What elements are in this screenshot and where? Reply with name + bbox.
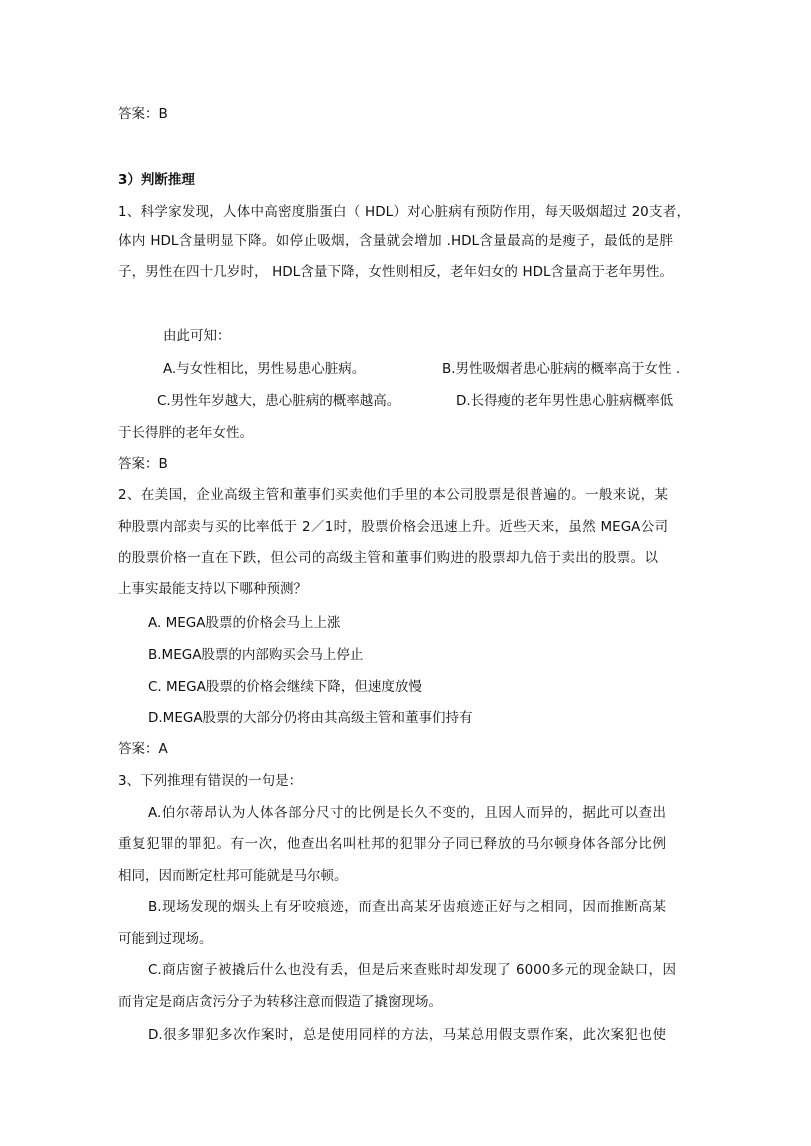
q1-option-d: D.长得瘦的老年男性患心脏病概率低 bbox=[456, 393, 674, 409]
q3-line: 可能到过现场。 bbox=[118, 931, 213, 947]
q2-option-d: D.MEGA股票的大部分仍将由其高级主管和董事们持有 bbox=[148, 710, 473, 726]
q3-line: B.现场发现的烟头上有牙咬痕迹，而查出高某牙齿痕迹正好与之相同，因而推断高某 bbox=[148, 899, 666, 915]
q2-option-a: A. MEGA股票的价格会马上上涨 bbox=[148, 615, 341, 631]
q3-line: 相同，因而断定杜邦可能就是马尔顿。 bbox=[118, 868, 348, 884]
q1-option-c: C.男性年岁越大，患心脏病的概率越高。 bbox=[157, 393, 401, 409]
q3-line: D.很多罪犯多次作案时，总是使用同样的方法，马某总用假支票作案，此次案犯也使 bbox=[148, 1027, 666, 1043]
q1-option-a: A.与女性相比，男性易患心脏病。 bbox=[163, 361, 366, 377]
q1-answer: 答案：B bbox=[118, 456, 168, 472]
q2-line: 2、在美国，企业高级主管和董事们买卖他们手里的本公司股票是很普遍的。一般来说，某 bbox=[118, 487, 668, 503]
q2-answer: 答案：A bbox=[118, 741, 168, 757]
q3-line: 重复犯罪的罪犯。有一次，他查出名叫杜邦的犯罪分子同已释放的马尔顿身体各部分比例 bbox=[118, 836, 666, 852]
q2-option-c: C. MEGA股票的价格会继续下降，但速度放慢 bbox=[148, 679, 422, 695]
q2-line: 种股票内部卖与买的比率低于 2／1时，股票价格会迅速上升。近些天来，虽然 MEGA公司 bbox=[118, 519, 668, 535]
q1-option-b: B.男性吸烟者患心脏病的概率高于女性 . bbox=[442, 361, 681, 377]
q1-prompt: 由此可知： bbox=[163, 328, 231, 344]
q3-line: 而肯定是商店贪污分子为转移注意而假造了撬窗现场。 bbox=[118, 994, 442, 1010]
q3-line: C.商店窗子被撬后什么也没有丢，但是后来查账时却发现了 6000多元的现金缺口，因 bbox=[148, 962, 676, 978]
previous-answer: 答案：B bbox=[118, 106, 168, 122]
q1-line: 体内 HDL含量明显下降。如停止吸烟，含量就会增加 .HDL含量最高的是瘦子，最低的是胖 bbox=[118, 233, 673, 249]
q2-line: 上事实最能支持以下哪种预测？ bbox=[118, 581, 307, 597]
q1-line: 子，男性在四十几岁时， HDL含量下降，女性则相反，老年妇女的 HDL含量高于老年男性。 bbox=[118, 264, 673, 280]
q1-option-d-continued: 于长得胖的老年女性。 bbox=[118, 425, 253, 441]
section-title: 3）判断推理 bbox=[118, 172, 195, 188]
q3-stem: 3、下列推理有错误的一句是： bbox=[118, 773, 303, 789]
q2-line: 的股票价格一直在下跌，但公司的高级主管和董事们购进的股票却九倍于卖出的股票。以 bbox=[118, 550, 658, 566]
q2-option-b: B.MEGA股票的内部购买会马上停止 bbox=[148, 647, 364, 663]
q1-line: 1、科学家发现，人体中高密度脂蛋白（ HDL）对心脏病有预防作用，每天吸烟超过 20支者， bbox=[118, 204, 690, 220]
q3-line: A.伯尔蒂昂认为人体各部分尺寸的比例是长久不变的，且因人而异的，据此可以查出 bbox=[148, 805, 666, 821]
